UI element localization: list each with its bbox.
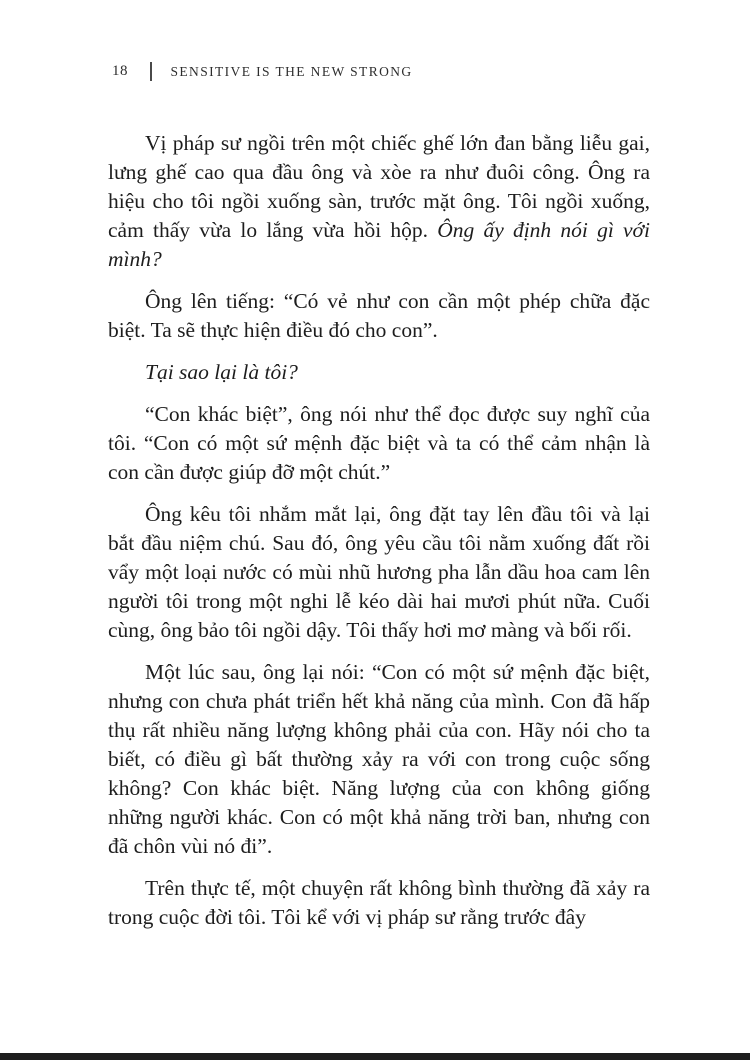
paragraph-6: Một lúc sau, ông lại nói: “Con có một sứ mệnh đặc biệt, nhưng con chưa phát triển hết khả năng của mình. Con đã hấp thụ rất nhiều năng lượng không phải của con. Hãy nói cho ta biết, có điều gì bất thường xảy ra với con trong cuộc sống không? Con khác biệt. Năng lượng của con không giống những người khác. Con có một khả năng trời ban, nhưng con đã chôn vùi nó đi”. <box>108 660 650 858</box>
bottom-edge-bar <box>0 1053 750 1060</box>
paragraph-1-text: Vị pháp sư ngồi trên một chiếc ghế lớn đan bằng liễu gai, lưng ghế cao qua đầu ông và xòe ra như đuôi công. Ông ra hiệu cho tôi ngồi xuống sàn, trước mặt ông. Tôi ngồi xuống, cảm thấy vừa lo lắng vừa hồi hộp. <box>108 131 650 242</box>
paragraph-7: Trên thực tế, một chuyện rất không bình thường đã xảy ra trong cuộc đời tôi. Tôi kể với vị pháp sư rằng trước đây <box>108 876 650 929</box>
paragraph-5: Ông kêu tôi nhắm mắt lại, ông đặt tay lên đầu tôi và lại bắt đầu niệm chú. Sau đó, ông yêu cầu tôi nằm xuống đất rồi vẩy một loại nước có mùi nhũ hương pha lẫn dầu hoa cam lên người tôi trong một nghi lễ kéo dài hai mươi phút nữa. Cuối cùng, ông bảo tôi ngồi dậy. Tôi thấy hơi mơ màng và bối rối. <box>108 502 650 642</box>
paragraph-1 <box>108 129 650 274</box>
header-divider <box>150 62 152 81</box>
page-body <box>108 129 650 945</box>
paragraph-2: Ông lên tiếng: “Có vẻ như con cần một phép chữa đặc biệt. Ta sẽ thực hiện điều đó cho con”. <box>108 289 650 342</box>
paragraph-4: “Con khác biệt”, ông nói như thể đọc được suy nghĩ của tôi. “Con có một sứ mệnh đặc biệt và ta có thể cảm nhận là con cần được giúp đỡ một chút.” <box>108 402 650 484</box>
book-title: SENSITIVE IS THE NEW STRONG <box>170 63 413 79</box>
page-number: 18 <box>112 63 128 79</box>
paragraph-3: Tại sao lại là tôi? <box>145 360 298 384</box>
page-header <box>112 62 413 81</box>
paragraph-1-italic-text: Ông ấy định nói gì với mình? <box>108 218 650 271</box>
